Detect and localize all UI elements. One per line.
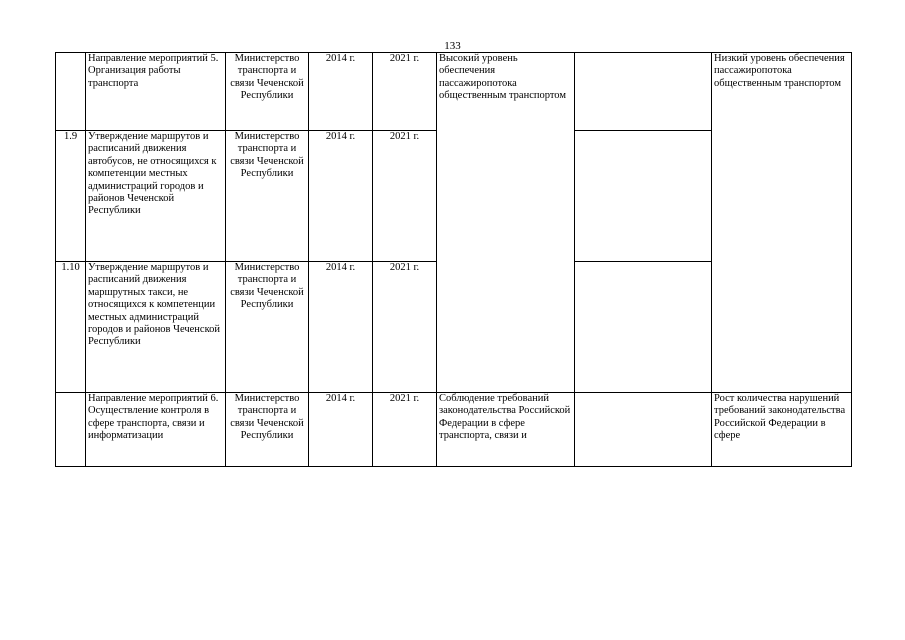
consequence-cell: Рост количества нарушений требований законодательства Российской Федерации в сфере: [712, 393, 852, 467]
expected-result-cell: Высокий уровень обеспечения пассажиропотока общественным транспортом: [437, 53, 575, 393]
measures-table: [55, 52, 852, 467]
expected-result-cell: Соблюдение требований законодательства Российской Федерации в сфере транспорта, связи и: [437, 393, 575, 467]
end-year-cell: 2021 г.: [373, 262, 437, 393]
end-year-cell: 2021 г.: [373, 131, 437, 262]
measure-name-cell: Утверждение маршрутов и расписаний движения маршрутных такси, не относящихся к компетенции местных администраций городов и районов Чеченской Республики: [86, 262, 226, 393]
empty-cell: [575, 393, 712, 467]
measure-name-cell: Утверждение маршрутов и расписаний движения автобусов, не относящихся к компетенции местных администраций городов и районов Чеченской Республики: [86, 131, 226, 262]
empty-cell: [575, 53, 712, 131]
row-number-cell: 1.10: [56, 262, 86, 393]
start-year-cell: 2014 г.: [309, 53, 373, 131]
row-number-cell: [56, 393, 86, 467]
executor-cell: Министерство транспорта и связи Чеченской Республики: [226, 262, 309, 393]
end-year-cell: 2021 г.: [373, 393, 437, 467]
start-year-cell: 2014 г.: [309, 262, 373, 393]
empty-cell: [575, 262, 712, 393]
row-number-cell: 1.9: [56, 131, 86, 262]
consequence-cell: Низкий уровень обеспечения пассажиропотока общественным транспортом: [712, 53, 852, 393]
executor-cell: Министерство транспорта и связи Чеченской Республики: [226, 53, 309, 131]
start-year-cell: 2014 г.: [309, 393, 373, 467]
executor-cell: Министерство транспорта и связи Чеченской Республики: [226, 131, 309, 262]
row-number-cell: [56, 53, 86, 131]
end-year-cell: 2021 г.: [373, 53, 437, 131]
page-number: 133: [444, 40, 461, 52]
measure-name-cell: Направление мероприятий 5. Организация работы транспорта: [86, 53, 226, 131]
empty-cell: [575, 131, 712, 262]
table-row: [56, 393, 852, 467]
executor-cell: Министерство транспорта и связи Чеченской Республики: [226, 393, 309, 467]
measure-name-cell: Направление мероприятий 6. Осуществление контроля в сфере транспорта, связи и информатизации: [86, 393, 226, 467]
table-row: [56, 53, 852, 131]
start-year-cell: 2014 г.: [309, 131, 373, 262]
